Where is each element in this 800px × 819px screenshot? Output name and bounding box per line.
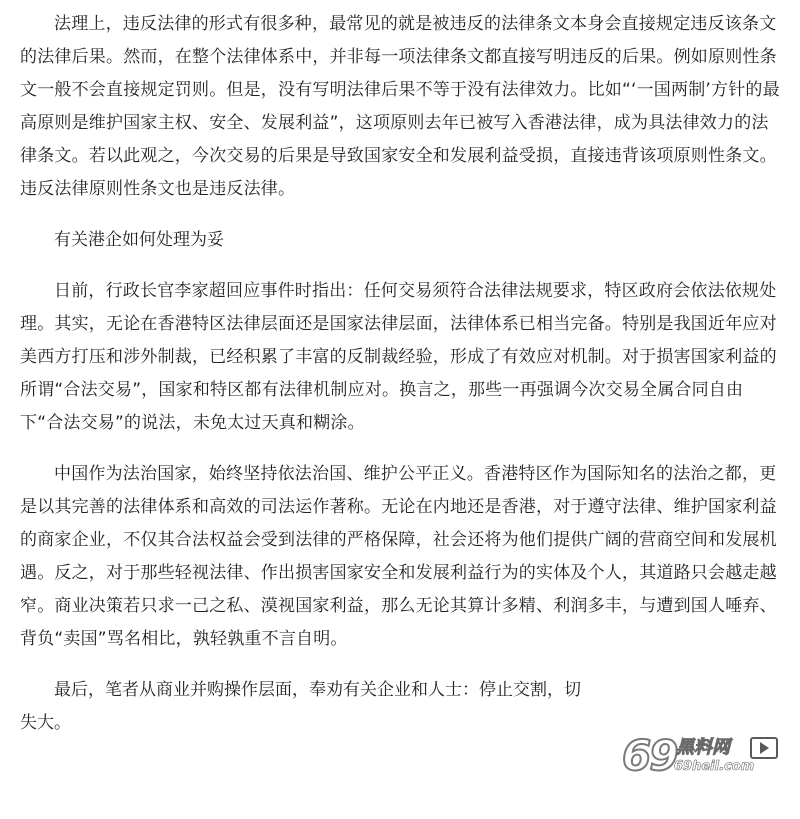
paragraph-conclusion-line1: 最后，笔者从商业并购操作层面，奉劝有关企业和人士：停止交割，切 [54, 680, 581, 700]
paragraph-conclusion-line2: 失大。 [20, 713, 71, 733]
paragraph-government-response: 日前，行政长官李家超回应事件时指出：任何交易须符合法律法规要求，特区政府会依法依规处理。其实，无论在香港特区法律层面还是国家法律层面，法律体系已相当完备。特别是我国近年应对美西方打压和涉外制裁，已经积累了丰富的反制裁经验，形成了有效应对机制。对于损害国家利益的所谓“合法交易”，国家和特区都有法律机制应对。换言之，那些一再强调今次交易全属合同自由下“合法交易”的说法，未免太过天真和糊涂。 [20, 281, 777, 433]
watermark-number: 69 [622, 731, 677, 780]
watermark-url: 69heil.com [674, 759, 755, 774]
paragraph-legal-principle: 法理上，违反法律的形式有很多种，最常见的就是被违反的法律条文本身会直接规定违反该条文的法律后果。然而，在整个法律体系中，并非每一项法律条文都直接写明违反的后果。例如原则性条文一般不会直接规定罚则。但是，没有写明法律后果不等于没有法律效力。比如“‘一国两制’方针的最高原则是维护国家主权、安全、发展利益”，这项原则去年已被写入香港法律，成为具法律效力的法律条文。若以此观之，今次交易的后果是导致国家安全和发展利益受损，直接违背该项原则性条文。违反法律原则性条文也是违反法律。 [20, 14, 780, 199]
section-heading: 有关港企如何处理为妥 [54, 230, 224, 250]
play-icon [750, 737, 778, 759]
site-watermark-logo [614, 727, 794, 787]
watermark-brand: 黑料网 [676, 737, 730, 758]
paragraph-rule-of-law: 中国作为法治国家，始终坚持依法治国、维护公平正义。香港特区作为国际知名的法治之都，更是以其完善的法律体系和高效的司法运作著称。无论在内地还是香港，对于遵守法律、维护国家利益的商家企业，不仅其合法权益会受到法律的严格保障，社会还将为他们提供广阔的营商空间和发展机遇。反之，对于那些轻视法律、作出损害国家安全和发展利益行为的实体及个人，其道路只会越走越窄。商业决策若只求一己之私、漠视国家利益，那么无论其算计多精、利润多丰，与遭到国人唾弃、背负“卖国”骂名相比，孰轻孰重不言自明。 [20, 464, 777, 649]
article-body [20, 0, 785, 740]
